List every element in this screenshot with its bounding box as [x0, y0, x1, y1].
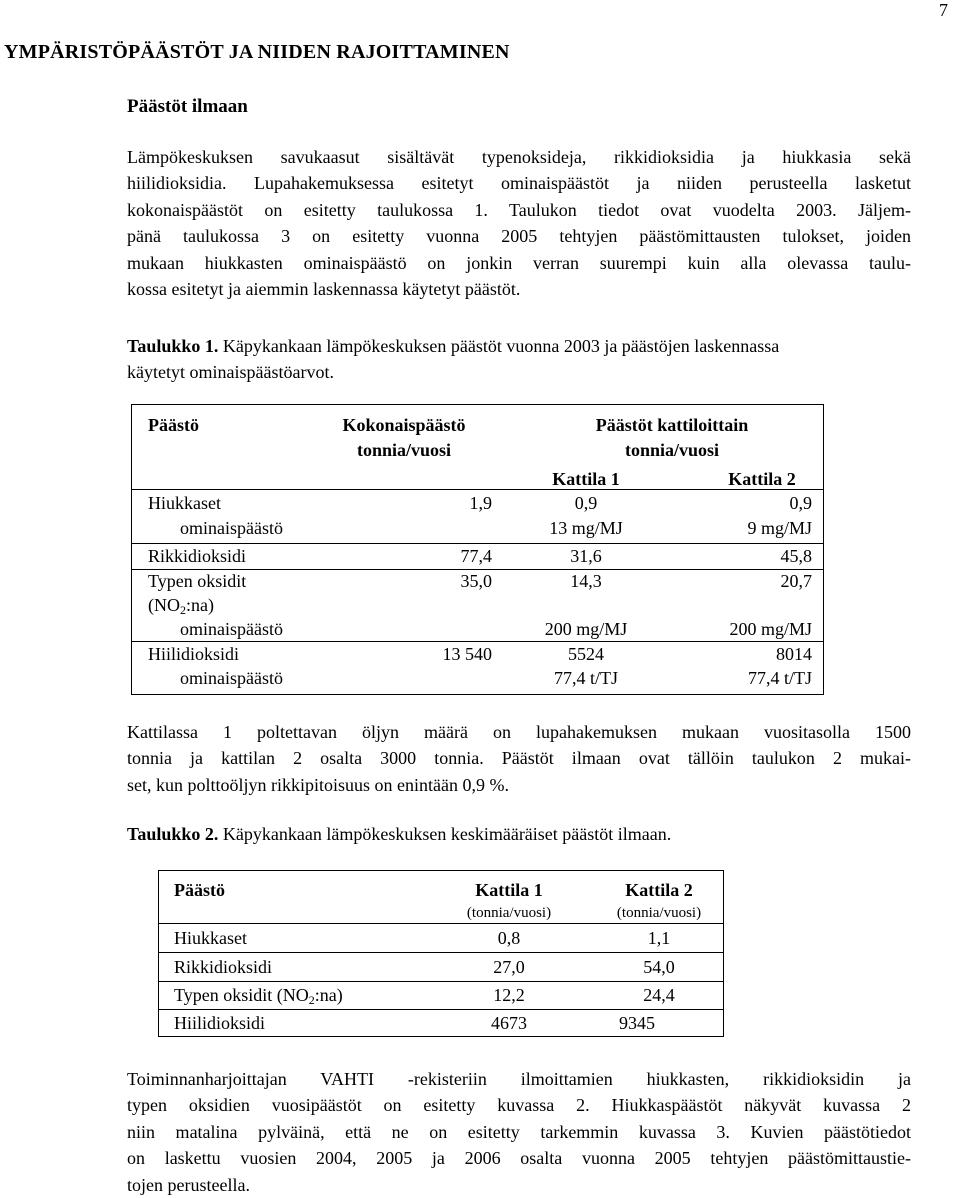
- row-name: Hiilidioksidi: [148, 644, 240, 664]
- emissions-table-2: [158, 870, 724, 1037]
- table1-caption-text-2: käytetyt ominaispäästöarvot.: [127, 362, 334, 382]
- table1-caption-text: Käpykankaan lämpökeskuksen päästöt vuonna 2003 ja päästöjen laskennassa: [218, 336, 780, 356]
- table2-caption-label: Taulukko 2.: [127, 824, 219, 844]
- value-k2: 9345: [619, 1013, 655, 1033]
- row-name: Hiukkaset: [148, 493, 221, 513]
- header-boiler-1: Kattila 1: [475, 880, 543, 900]
- value-k1: 0,9: [574, 493, 598, 513]
- value-k1: 0,8: [497, 928, 521, 948]
- value-k1: 14,3: [570, 571, 602, 591]
- value-total: 35,0: [460, 571, 492, 591]
- paragraph-intro: [127, 144, 911, 302]
- row-name: Typen oksidit $(NO_2:na)$: [174, 985, 343, 1007]
- row-sub: ominaispäästö: [180, 619, 283, 639]
- table1-caption-label: Taulukko 1.: [127, 336, 219, 356]
- header-boiler-1-unit: (tonnia/vuosi): [466, 905, 552, 921]
- row-name: Rikkidioksidi: [174, 957, 273, 977]
- paragraph-line: Toiminnanharjoittajan VAHTI -rekisteriin ilmoittamien hiukkasten, rikkidioksidin ja: [127, 1069, 911, 1089]
- table2-caption: [127, 821, 911, 847]
- value-k2-spec: 77,4 t/TJ: [747, 668, 812, 688]
- value-k2: 1,1: [647, 928, 671, 948]
- row-name: Rikkidioksidi: [148, 546, 247, 566]
- header-paasto: Päästö: [148, 415, 199, 435]
- row-sub: ominaispäästö: [180, 668, 283, 688]
- row-divider: [159, 981, 723, 982]
- value-k2: 54,0: [643, 957, 675, 977]
- paragraph-line: Lämpökeskuksen savukaasut sisältävät typenoksideja, rikkidioksidia ja hiukkasia sekä: [127, 147, 911, 167]
- header-paasto: Päästö: [174, 880, 225, 900]
- paragraph-line: tonnia ja kattilan 2 osalta 3000 tonnia. Päästöt ilmaan ovat tällöin taulukon 2 mukai-: [127, 748, 911, 769]
- header-boiler-1: Kattila 1: [552, 469, 620, 489]
- subscript: 2: [308, 993, 315, 1007]
- row-name: Typen oksidit: [148, 571, 247, 591]
- value-k1: 4673: [491, 1013, 527, 1033]
- paragraph-line: pänä taulukossa 3 on esitetty vuonna 2005 tehtyjen päästömittausten tulokset, joiden: [127, 226, 911, 247]
- value-k2: 45,8: [780, 546, 812, 566]
- value-k1: 12,2: [493, 985, 525, 1005]
- value-k2: 0,9: [789, 493, 812, 513]
- table1-caption: [127, 333, 911, 385]
- header-boiler-2: Kattila 2: [728, 469, 796, 489]
- header-boiler-2-unit: (tonnia/vuosi): [616, 905, 702, 921]
- paragraph-line: hiilidioksidia. Lupahakemuksessa esitetyt ominaispäästöt ja niiden perusteella lasketut: [127, 173, 911, 194]
- row-divider: [159, 1009, 723, 1010]
- paragraph-line: niin matalina pylväinä, että ne on esitetty tarkemmin kuvassa 3. Kuvien päästötiedot: [127, 1121, 911, 1142]
- value-k1: 31,6: [570, 546, 602, 566]
- paragraph-line: set, kun polttoöljyn rikkipitoisuus on enintään 0,9 %.: [127, 774, 509, 795]
- page-number: 7: [939, 0, 948, 20]
- paragraph-fuel: [127, 719, 911, 798]
- value-k2-spec: 9 mg/MJ: [747, 518, 812, 538]
- row-divider: [132, 641, 823, 642]
- value-total: 1,9: [469, 493, 492, 513]
- value-k1-spec: 77,4 t/TJ: [553, 668, 618, 688]
- row-divider: [132, 543, 823, 544]
- table2-caption-text: Käpykankaan lämpökeskuksen keskimääräiset päästöt ilmaan.: [218, 824, 672, 844]
- value-k2: 24,4: [643, 985, 675, 1005]
- value-total: 77,4: [460, 546, 492, 566]
- subscript: 2: [180, 603, 186, 617]
- paragraph-vahti: [127, 1066, 911, 1198]
- emissions-table-1: [131, 404, 824, 695]
- value-k1: 5524: [568, 644, 604, 664]
- header-total: Kokonaispäästö: [342, 415, 466, 435]
- paragraph-line: kossa esitetyt ja aiemmin laskennassa käytetyt päästöt.: [127, 279, 521, 300]
- paragraph-line: on laskettu vuosien 2004, 2005 ja 2006 osalta vuonna 2005 tehtyjen päästömittaustie-: [127, 1148, 911, 1169]
- header-by-boiler: Päästöt kattiloittain: [595, 415, 749, 435]
- value-k2: 20,7: [780, 571, 812, 591]
- paragraph-line: Kattilassa 1 poltettavan öljyn määrä on lupahakemuksen mukaan vuositasolla 1500: [127, 722, 911, 742]
- paragraph-line: typen oksidien vuosipäästöt on esitetty kuvassa 2. Hiukkaspäästöt näkyvät kuvassa 2: [127, 1095, 911, 1116]
- value-k1: 27,0: [493, 957, 525, 977]
- value-k1-spec: 200 mg/MJ: [544, 619, 628, 639]
- subsection-heading: Päästöt ilmaan: [127, 96, 248, 117]
- header-boiler-2: Kattila 2: [625, 880, 693, 900]
- row-divider: [159, 952, 723, 953]
- header-total-unit: tonnia/vuosi: [356, 440, 452, 460]
- paragraph-line: kokonaispäästöt on esitetty taulukossa 1. Taulukon tiedot ovat vuodelta 2003. Jäljem-: [127, 199, 911, 220]
- row-name: Hiilidioksidi: [174, 1013, 266, 1033]
- row-sub: ominaispäästö: [180, 518, 283, 538]
- value-k1-spec: 13 mg/MJ: [549, 518, 623, 538]
- row-name-formula: $(NO_2:na)$: [148, 595, 214, 617]
- value-k2-spec: 200 mg/MJ: [729, 619, 812, 639]
- paragraph-line: tojen perusteella.: [127, 1174, 250, 1195]
- paragraph-line: mukaan hiukkasten ominaispäästö on jonkin verran suurempi kuin alla olevassa taulu-: [127, 252, 911, 273]
- value-total: 13 540: [442, 644, 492, 664]
- header-by-boiler-unit: tonnia/vuosi: [624, 440, 720, 460]
- row-name: Hiukkaset: [174, 928, 247, 948]
- section-heading: YMPÄRISTÖPÄÄSTÖT JA NIIDEN RAJOITTAMINEN: [4, 41, 510, 63]
- value-k2: 8014: [776, 644, 812, 664]
